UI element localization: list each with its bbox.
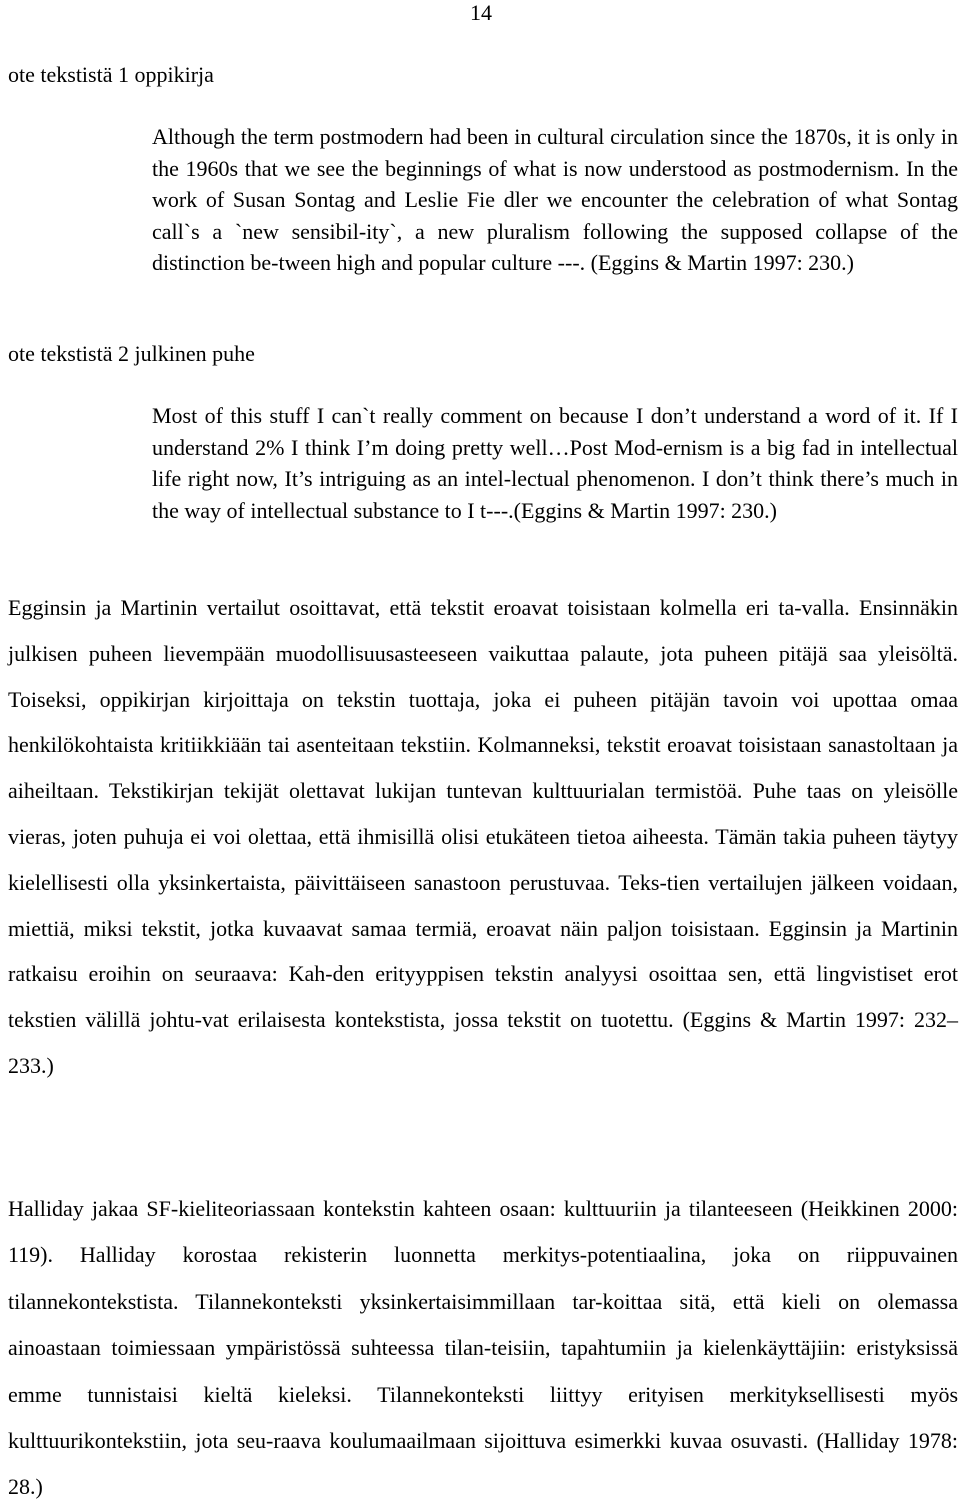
excerpt-2-label: ote tekstistä 2 julkinen puhe <box>8 341 255 366</box>
excerpt-1-label: ote tekstistä 1 oppikirja <box>8 62 214 87</box>
excerpt-1-quote: Although the term postmodern had been in cultural circulation since the 1870s, it is only in the 1960s that we see the beginnings of what is now understood as postmodernism. In the work of Susan Sontag and Leslie Fie dler we encounter the celebration of what Sontag call`s a `new sensibil-ity`, a new pluralism following the supposed collapse of the distinction be-tween high and popular culture ---. (Eggins & Martin 1997: 230.) <box>152 124 958 275</box>
page-number: 14 <box>470 0 492 25</box>
excerpt-2-quote: Most of this stuff I can`t really comment on because I don’t understand a word of it. If I understand 2% I think I’m doing pretty well…Post Mod-ernism is a big fad in intellectual life right now, It’s intriguing as an intel-lectual phenomenon. I don’t think there’s much in the way of intellectual substance to I t---.(Eggins & Martin 1997: 230.) <box>152 403 958 523</box>
body-paragraph-1: Egginsin ja Martinin vertailut osoittavat, että tekstit eroavat toisistaan kolmella eri ta-valla. Ensinnäkin julkisen puheen lievempään muodollisuusasteeseen vaikuttaa palaute, jota puheen pitäjä saa yleisöltä. Toiseksi, oppikirjan kirjoittaja on tekstin tuottaja, joka ei puheen pitäjän tavoin voi upottaa omaa henkilökohtaista kritiikkiään tai asenteitaan tekstiin. Kolmanneksi, tekstit eroavat toisistaan sanastoltaan ja aiheiltaan. Tekstikirjan tekijät olettavat lukijan tuntevan kulttuurialan termistöä. Puhe taas on yleisölle vieras, joten puhuja ei voi olettaa, että ihmisillä olisi etukäteen tietoa aiheesta. Tämän takia puheen täytyy kielellisesti olla yksinkertaista, päivittäiseen sanastoon perustuvaa. Teks-tien vertailujen jälkeen voidaan, miettiä, miksi tekstit, jotka kuvaavat samaa termiä, eroavat näin paljon toisistaan. Egginsin ja Martinin ratkaisu eroihin on seuraava: Kah-den erityyppisen tekstin analyysi osoittaa sen, että lingvistiset erot tekstien välillä johtu-vat erilaisesta kontekstista, jossa tekstit on tuotettu. (Eggins & Martin 1997: 232–233.) <box>8 595 958 1078</box>
body-paragraph-2: Halliday jakaa SF-kieliteoriassaan kontekstin kahteen osaan: kulttuuriin ja tilanteeseen (Heikkinen 2000: 119). Halliday korostaa rekisterin luonnetta merkitys-potentiaalina, joka on riippuvainen tilannekontekstista. Tilannekonteksti yksinkertaisimmillaan tar-koittaa sitä, että kieli on olemassa ainoastaan toimiessaan ympäristössä suhteessa tilan-teisiin, tapahtumiin ja kielenkäyttäjiin: eristyksissä emme tunnistaisi kieltä kieleksi. Tilannekonteksti liittyy erityisen merkityksellisesti myös kulttuurikontekstiin, jota seu-raava koulumaailmaan sijoittuva esimerkki kuvaa osuvasti. (Halliday 1978: 28.) <box>8 1196 958 1500</box>
